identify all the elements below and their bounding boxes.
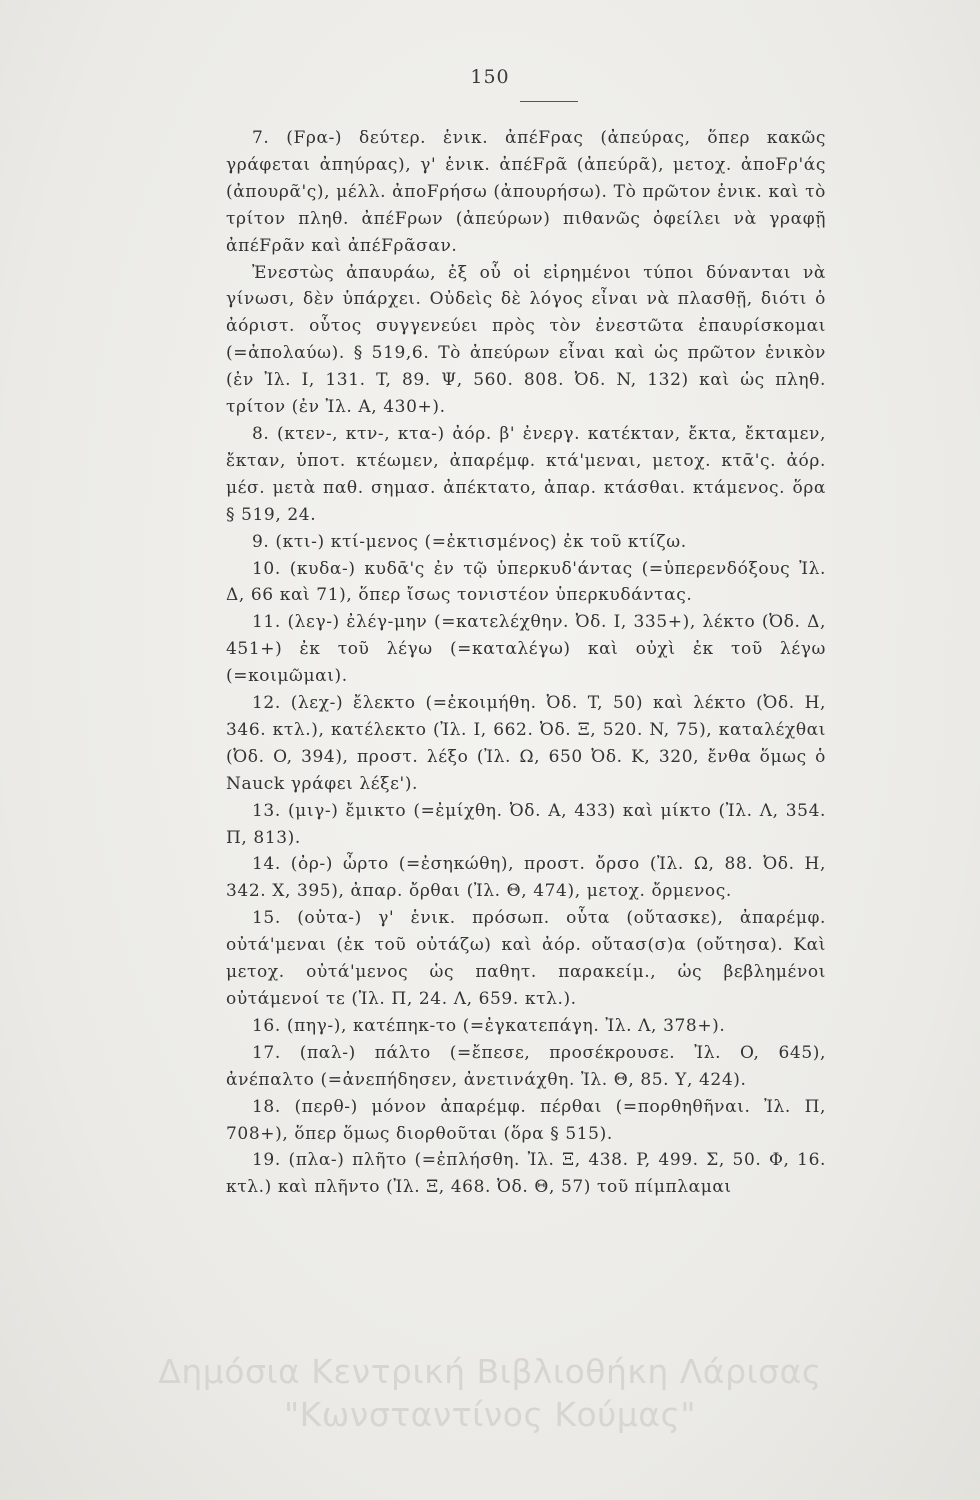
paragraph-12: 12. (λεχ-) ἔλεκτο (=ἐκοιμήθη. Ὀδ. T, 50) καὶ λέκτο (Ὀδ. H, 346. κτλ.), κατέλεκτο (Ἰλ. I, 662. Ὀδ. Ξ, 520. N, 75), καταλέχθαι (Ὀδ. O, 394), προστ. λέξο (Ἰλ. Ω, 650 Ὀδ. K, 320, ἔνθα ὅμως ὁ Nauck γράφει λέξε'). — [226, 693, 826, 794]
library-watermark-line1: Δημόσια Κεντρική Βιβλιοθήκη Λάρισας — [158, 1352, 822, 1391]
body-text — [226, 125, 826, 1201]
paragraph-17: 17. (παλ-) πάλτο (=ἔπεσε, προσέκρουσε. Ἰλ. O, 645), ἀνέπαλτο (=ἀνεπήδησεν, ἀνετινάχθη. Ἰλ. Θ, 85. Υ, 424). — [226, 1042, 826, 1090]
paragraph-15: 15. (οὐτα-) γ' ἑνικ. πρόσωπ. οὗτα (οὔτασκε), ἀπαρέμφ. οὐτά'μεναι (ἐκ τοῦ οὐτάζω) καὶ ἀόρ. οὔτασ(σ)α (οὔτησα). Καὶ μετοχ. οὐτά'μενος ὡς παθητ. παρακείμ., ὡς βεβλημένοι οὐτάμενοί τε (Ἰλ. Π, 24. Λ, 659. κτλ.). — [226, 908, 826, 1009]
page-number: 150 — [470, 66, 510, 88]
paragraph-14: 14. (ὀρ-) ὦρτο (=ἐσηκώθη), προστ. ὄρσο (Ἰλ. Ω, 88. Ὀδ. H, 342. X, 395), ἀπαρ. ὄρθαι (Ἰλ. Θ, 474), μετοχ. ὄρμενος. — [226, 854, 826, 902]
paragraph-11: 11. (λεγ-) ἐλέγ-μην (=κατελέχθην. Ὀδ. I, 335+), λέκτο (Ὀδ. Δ, 451+) ἐκ τοῦ λέγω (=καταλέγω) καὶ οὐχὶ ἐκ τοῦ λέγω (=κοιμῶμαι). — [226, 612, 826, 687]
paragraph-13: 13. (μιγ-) ἔμικτο (=ἐμίχθη. Ὀδ. A, 433) καὶ μίκτο (Ἰλ. Λ, 354. Π, 813). — [226, 800, 826, 848]
paragraph-present-tense-note: Ἐνεστὼς ἀπαυράω, ἐξ οὗ οἱ εἰρημένοι τύποι δύνανται νὰ γίνωσι, δὲν ὑπάρχει. Οὐδεὶς δὲ λόγος εἶναι νὰ πλασθῇ, διότι ὁ ἀόριστ. οὗτος συγγενεύει πρὸς τὸν ἐνεστῶτα ἐπαυρίσκομαι (=ἀπολαύω). § 519,6. Τὸ ἀπεύρων εἶναι καὶ ὡς πρῶτον ἑνικὸν (ἐν Ἰλ. I, 131. T, 89. Ψ, 560. 808. Ὀδ. N, 132) καὶ ὡς πληθ. τρίτον (ἐν Ἰλ. A, 430+). — [226, 262, 826, 418]
paragraph-9: 9. (κτι-) κτί-μενος (=ἐκτισμένος) ἐκ τοῦ κτίζω. — [252, 531, 687, 552]
paragraph-7: 7. (Fρα-) δεύτερ. ἑνικ. ἀπέFρας (ἀπεύρας, ὅπερ κακῶς γράφεται ἀπηύρας), γ' ἑνικ. ἀπέFρᾶ (ἀπεύρᾶ), μετοχ. ἀποFρ'άς (ἀπουρᾶ'ς), μέλλ. ἀποFρήσω (ἀπουρήσω). Τὸ πρῶτον ἑνικ. καὶ τὸ τρίτον πληθ. ἀπέFρων (ἀπεύρων) πιθανῶς ὀφείλει νὰ γραφῇ ἀπέFρᾶν καὶ ἀπέFρᾶσαν. — [226, 128, 826, 256]
paragraph-8: 8. (κτεν-, κτν-, κτα-) ἀόρ. β' ἐνεργ. κατέκταν, ἔκτα, ἔκταμεν, ἔκταν, ὑποτ. κτέωμεν, ἀπαρέμφ. κτά'μεναι, μετοχ. κτᾱ'ς. ἀόρ. μέσ. μετὰ παθ. σημασ. ἀπέκτατο, ἀπαρ. κτάσθαι. κτάμενος. ὅρα § 519, 24. — [226, 423, 826, 525]
paragraph-10: 10. (κυδα-) κυδᾱ'ς ἐν τῷ ὑπερκυδ'άντας (=ὑπερενδόξους Ἰλ. Δ, 66 καὶ 71), ὅπερ ἴσως τονιστέον ὑπερκυδάντας. — [226, 558, 826, 606]
header-rule — [520, 101, 578, 102]
paragraph-16: 16. (πηγ-), κατέπηκ-το (=ἐγκατεπάγη. Ἰλ. Λ, 378+). — [252, 1015, 726, 1036]
paragraph-18: 18. (περθ-) μόνον ἀπαρέμφ. πέρθαι (=πορθηθῆναι. Ἰλ. Π, 708+), ὅπερ ὅμως διορθοῦται (ὅρα § 515). — [226, 1096, 826, 1144]
paragraph-19: 19. (πλα-) πλῆτο (=ἐπλήσθη. Ἰλ. Ξ, 438. P, 499. Σ, 50. Φ, 16. κτλ.) καὶ πλῆντο (Ἰλ. Ξ, 468. Ὀδ. Θ, 57) τοῦ πίμπλαμαι — [226, 1150, 826, 1198]
library-watermark-line2: "Κωνσταντίνος Κούμας" — [283, 1395, 697, 1434]
